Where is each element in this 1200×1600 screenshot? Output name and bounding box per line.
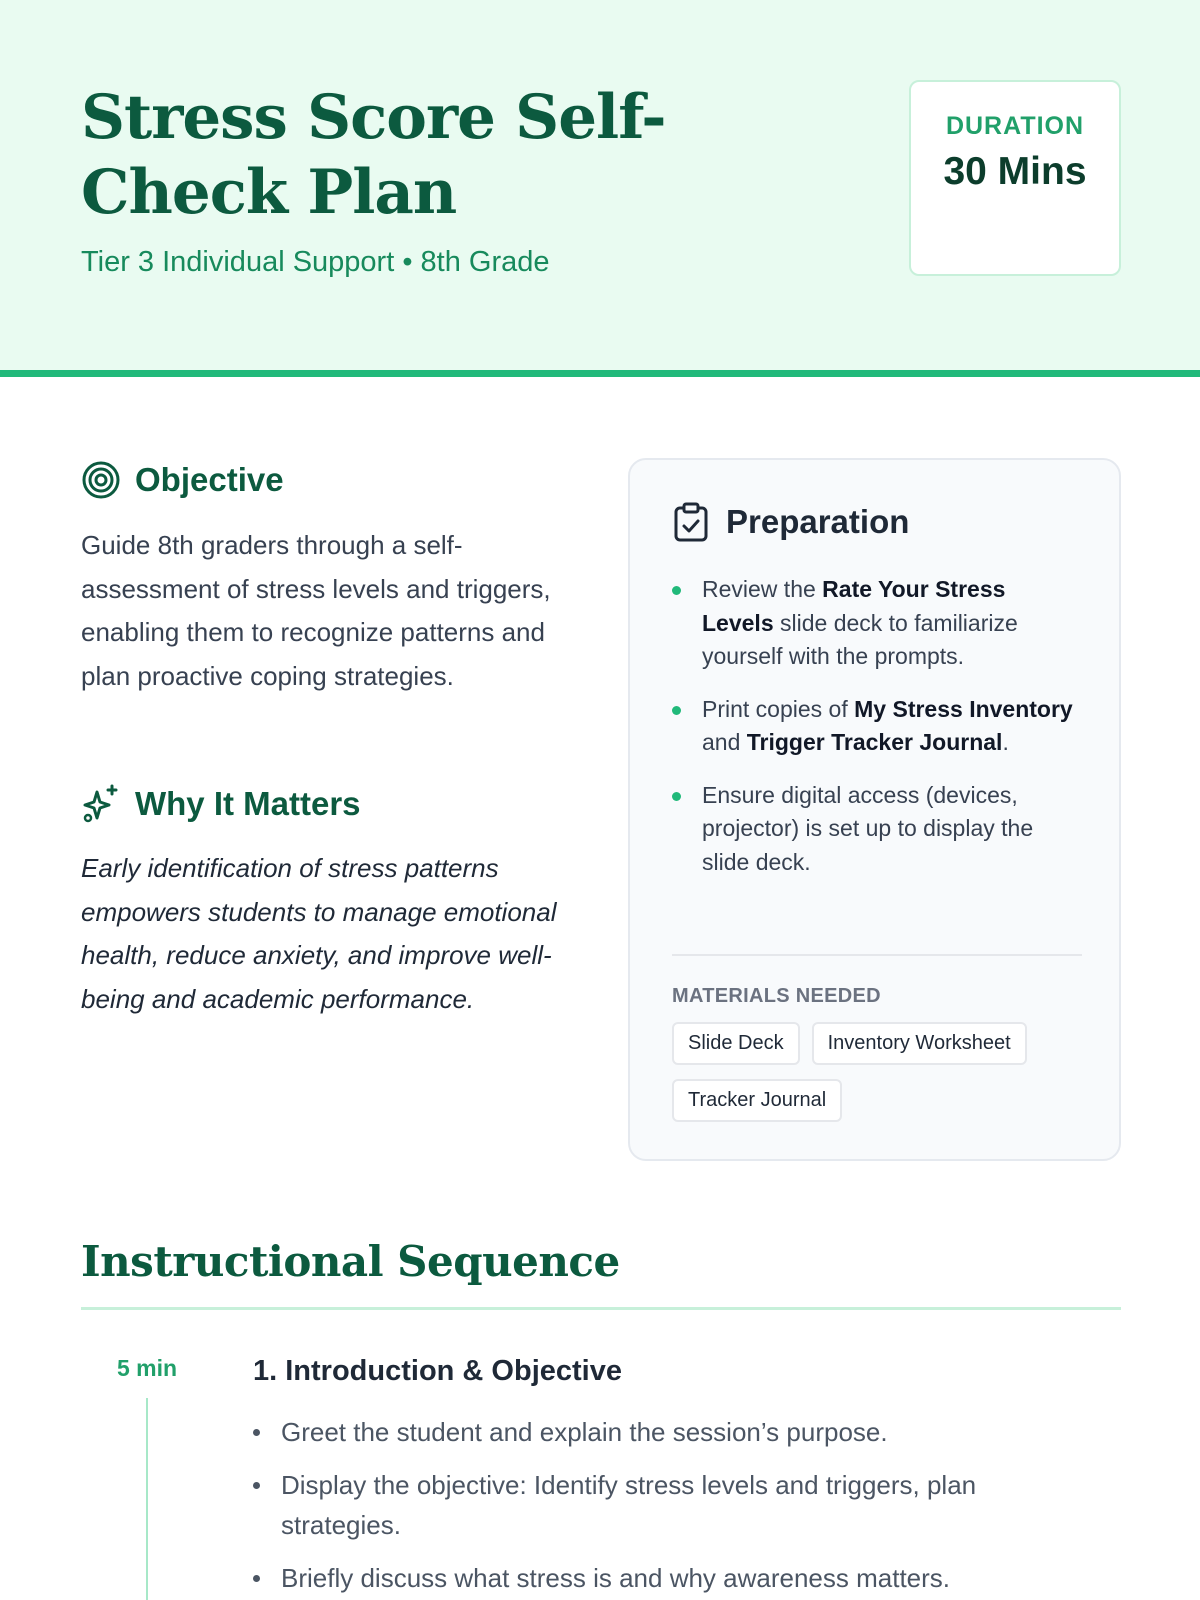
page-subtitle: Tier 3 Individual Support • 8th Grade — [81, 246, 550, 278]
preparation-item: Review the Rate Your Stress Levels slide deck to familiarize yourself with the prompts. — [672, 573, 1082, 674]
divider — [672, 954, 1082, 956]
step-bullets — [253, 1412, 1103, 1600]
duration-card — [909, 80, 1121, 276]
duration-value: 30 Mins — [943, 150, 1087, 193]
sequence-divider — [81, 1307, 1121, 1310]
page-header — [0, 0, 1200, 377]
sequence-heading: Instructional Sequence — [81, 1237, 620, 1286]
page-title: Stress Score Self-Check Plan — [81, 82, 666, 228]
why-text: Early identification of stress patterns empowers students to manage emotional health, reduce anxiety, and improve well-being and academic performance. — [81, 853, 557, 1014]
preparation-item: Print copies of My Stress Inventory and Trigger Tracker Journal. — [672, 693, 1082, 760]
material-chip: Tracker Journal — [672, 1079, 842, 1122]
step-time: 5 min — [116, 1355, 178, 1381]
objective-heading — [81, 460, 284, 500]
target-icon — [81, 460, 121, 500]
sparkles-icon — [81, 784, 121, 824]
preparation-list — [672, 573, 1082, 898]
preparation-heading — [672, 502, 909, 542]
clipboard-check-icon — [672, 502, 710, 542]
step-bullet: Display the objective: Identify stress levels and triggers, plan strategies. — [253, 1465, 1103, 1545]
step-bullet: Briefly discuss what stress is and why awareness matters. — [253, 1558, 1103, 1598]
step-bullet: Greet the student and explain the session’s purpose. — [253, 1412, 1103, 1452]
preparation-item: Ensure digital access (devices, projector) is set up to display the slide deck. — [672, 779, 1082, 880]
duration-label: DURATION — [945, 112, 1085, 140]
objective-heading-label: Objective — [135, 461, 284, 498]
material-chip: Slide Deck — [672, 1022, 800, 1065]
materials-label: MATERIALS NEEDED — [672, 985, 881, 1007]
material-chip: Inventory Worksheet — [812, 1022, 1027, 1065]
preparation-heading-label: Preparation — [726, 503, 910, 540]
preparation-card — [628, 458, 1121, 1161]
step-title: 1. Introduction & Objective — [253, 1355, 622, 1387]
timeline-line — [146, 1398, 148, 1600]
why-heading — [81, 784, 361, 824]
why-heading-label: Why It Matters — [135, 785, 361, 822]
materials-list — [672, 1022, 1082, 1136]
objective-text: Guide 8th graders through a self-assessment of stress levels and triggers, enabling them to recognize patterns and plan proactive coping strategies. — [81, 530, 551, 691]
